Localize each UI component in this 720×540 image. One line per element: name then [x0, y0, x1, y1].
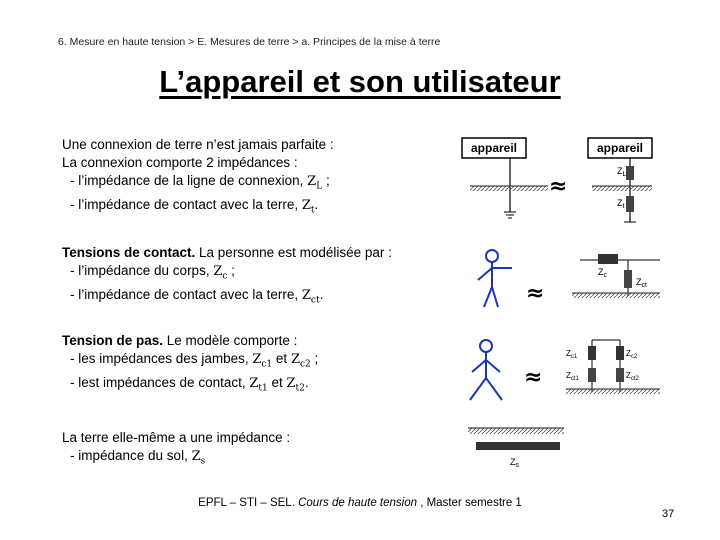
- ground-hatch: [470, 186, 548, 191]
- section1-item-zl: - l’impédance de la ligne de connexion, $Z_L$ ;: [70, 173, 330, 192]
- apparatus-label: appareil: [470, 141, 518, 155]
- svg-text:Zct2: $Z_{ct2}$: [626, 371, 639, 382]
- section1-item-zt: - l’impédance de contact avec la terre, $Z_t$.: [70, 196, 319, 216]
- diagram-zl-zt: [588, 138, 652, 222]
- approx-symbol-2: ≈: [526, 281, 545, 306]
- svg-text:ZL: $Z_L$: [617, 166, 627, 178]
- zc-resistor: [598, 254, 618, 264]
- section4-item-zs: - impédance du sol, $Z_s$: [70, 448, 206, 467]
- approx-symbol-3: ≈: [524, 365, 543, 390]
- diagram-person-step: [470, 340, 502, 400]
- apparatus-label-2: appareil: [596, 141, 644, 155]
- svg-text:Zct: $Z_{ct}$: [636, 277, 647, 289]
- section4-line1: La terre elle-même a une impédance :: [62, 430, 291, 445]
- diagram-step-impedances: [566, 340, 660, 394]
- section3-item-legs: - les impédances des jambes, $Z_{c1}$ et $Z_{c2}$ ;: [70, 351, 319, 370]
- diagram-zc-zct: [572, 254, 660, 298]
- section3-item-contacts: - lest impédances de contact, $Z_{t1}$ et $Z_{t2}$.: [70, 374, 309, 394]
- section2-item-zc: - l’impédance du corps, $Z_c$ ;: [70, 263, 235, 282]
- approx-symbol-1: ≈: [549, 174, 568, 199]
- section2-item-zct: - l’impédance de contact avec la terre, $Z_{ct}$.: [70, 286, 324, 306]
- page-number: 37: [662, 508, 675, 520]
- footer: EPFL – STI – SEL. Cours de haute tension , Master semestre 1: [198, 497, 522, 509]
- slide-title: L’appareil et son utilisateur: [159, 64, 561, 99]
- diagram-person-contact: [478, 250, 512, 307]
- breadcrumb: 6. Mesure en haute tension > E. Mesures de terre > a. Principes de la mise à terre: [58, 36, 441, 48]
- zct-resistor: [624, 270, 632, 288]
- svg-text:Zc2: $Z_{c2}$: [626, 349, 638, 360]
- svg-text:Zc1: $Z_{c1}$: [566, 349, 578, 360]
- zs-resistor: [476, 442, 560, 450]
- section1-line1: Une connexion de terre n’est jamais parfaite :: [62, 137, 334, 152]
- diagram-soil-impedance: [468, 428, 564, 469]
- svg-text:Zt: $Z_t$: [617, 198, 625, 210]
- section3-line1: Tension de pas. Le modèle comporte :: [62, 333, 298, 348]
- diagram-apparatus-ground: [462, 138, 548, 218]
- section1-line2: La connexion comporte 2 impédances :: [62, 155, 298, 170]
- section2-line1: Tensions de contact. La personne est modélisée par :: [62, 245, 392, 260]
- svg-text:Zc: $Z_c$: [598, 267, 607, 279]
- svg-text:Zct1: $Z_{ct1}$: [566, 371, 579, 382]
- svg-text:Zs: $Z_s$: [510, 457, 519, 469]
